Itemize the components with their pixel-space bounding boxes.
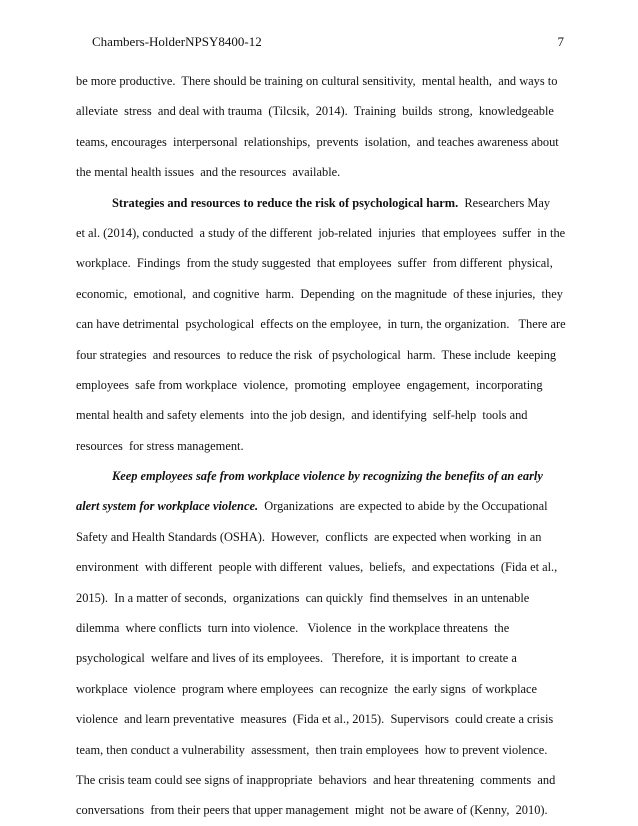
text-line: can have detrimental psychological effects on the employee, in turn, the organization. There are	[76, 317, 566, 332]
text-line: mental health and safety elements into the job design, and identifying self-help tools and	[76, 408, 528, 423]
text-line: workplace. Findings from the study suggested that employees suffer from different physical,	[76, 256, 553, 271]
text-line: violence and learn preventative measures (Fida et al., 2015). Supervisors could create a crisis	[76, 712, 554, 727]
text-line: conversations from their peers that upper management might not be aware of (Kenny, 2010).	[76, 803, 548, 818]
text-line: teams, encourages interpersonal relationships, prevents isolation, and teaches awareness about	[76, 134, 559, 149]
text-line: et al. (2014), conducted a study of the different job-related injuries that employees suffer in the	[76, 225, 566, 240]
text-line: workplace violence program where employees can recognize the early signs of workplace	[76, 681, 538, 696]
text-line: economic, emotional, and cognitive harm. Depending on the magnitude of these injuries, they	[76, 286, 563, 301]
text-line: be more productive. There should be training on cultural sensitivity, mental health, and ways to	[76, 74, 558, 88]
heading-continuation: Organizations are expected to abide by the Occupational	[258, 499, 548, 514]
body-text	[76, 66, 566, 826]
text-line: employees safe from workplace violence, promoting employee engagement, incorporating	[76, 377, 543, 392]
running-head	[92, 34, 564, 52]
running-title: Chambers-HolderNPSY8400-12	[92, 34, 262, 49]
text-line-with-heading	[76, 491, 566, 521]
page-number: 7	[557, 34, 564, 49]
text-line: The crisis team could see signs of inappropriate behaviors and hear threatening comments and	[76, 772, 556, 787]
text-line-with-heading	[76, 188, 566, 218]
text-line: dilemma where conflicts turn into violence. Violence in the workplace threatens the	[76, 621, 510, 636]
text-line: team, then conduct a vulnerability assessment, then train employees how to prevent violence.	[76, 742, 548, 757]
text-line: environment with different people with different values, beliefs, and expectations (Fida et al.,	[76, 560, 558, 575]
text-line: psychological welfare and lives of its employees. Therefore, it is important to create a	[76, 651, 517, 666]
text-line: four strategies and resources to reduce the risk of psychological harm. These include keeping	[76, 347, 557, 362]
text-line: Safety and Health Standards (OSHA). However, conflicts are expected when working in an	[76, 529, 542, 544]
subsection-heading-line-1: Keep employees safe from workplace violence by recognizing the benefits of an early	[112, 469, 543, 484]
text-line: resources for stress management.	[76, 438, 244, 453]
heading-continuation: Researchers May	[458, 195, 551, 210]
text-line: 2015). In a matter of seconds, organizations can quickly find themselves in an untenable	[76, 590, 530, 605]
section-heading-strategies: Strategies and resources to reduce the risk of psychological harm.	[112, 195, 459, 210]
subsection-heading-line-2: alert system for workplace violence.	[76, 499, 259, 514]
text-line: the mental health issues and the resources available.	[76, 165, 341, 180]
text-line: alleviate stress and deal with trauma (Tilcsik, 2014). Training builds strong, knowledgeable	[76, 104, 554, 119]
